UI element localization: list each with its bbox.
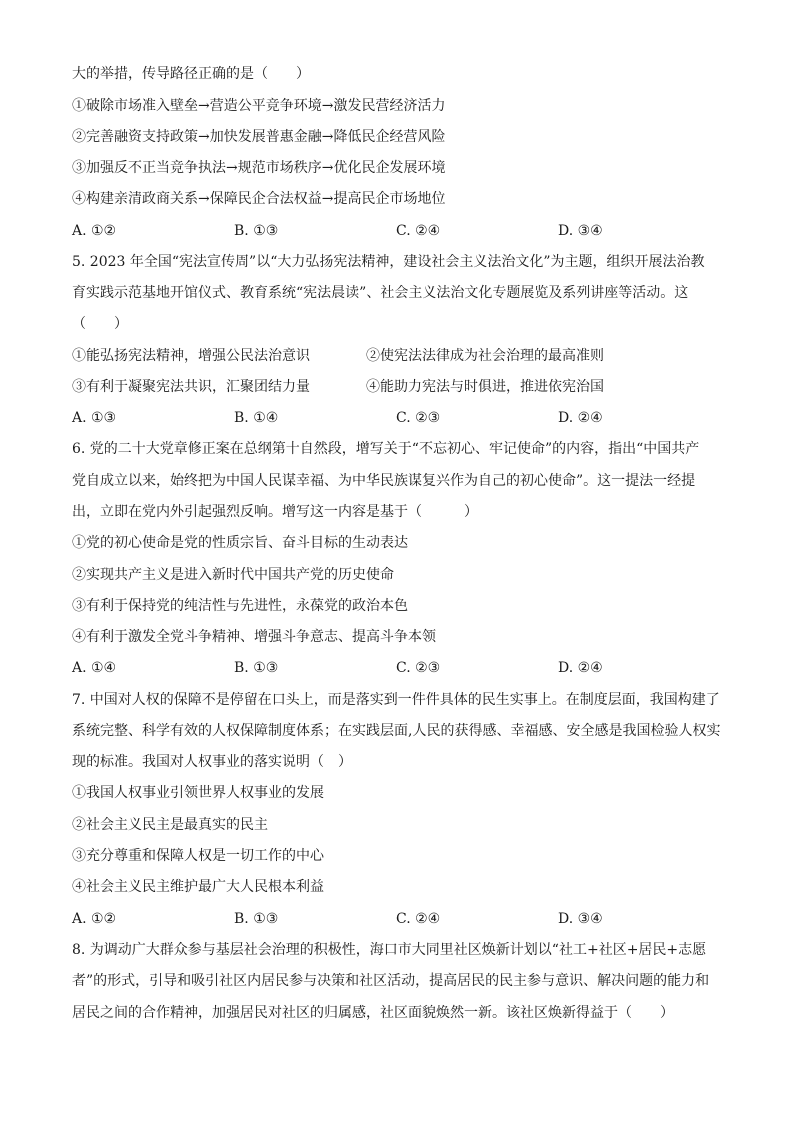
q5-statement-3: ③有利于凝聚宪法共识，汇聚团结力量 [72,379,310,395]
q4-statement-3: ③加强反不正当竞争执法→规范市场秩序→优化民企发展环境 [72,160,446,176]
q5-statement-2: ②使宪法法律成为社会治理的最高准则 [366,348,604,364]
q4-option-d[interactable]: D. ③④ [558,223,603,239]
q5-option-d[interactable]: D. ②④ [558,410,603,426]
q7-option-a[interactable]: A. ①② [72,911,117,927]
q6-option-d[interactable]: D. ②④ [558,660,603,676]
q5-stem-line-3: （ ） [72,316,128,332]
q6-option-c[interactable]: C. ②③ [396,660,441,676]
q5-stem-line-2: 育实践示范基地开馆仪式、教育系统“宪法晨读”、社会主义法治文化专题展览及系列讲座等活动。这 [72,285,689,301]
q6-options [72,658,732,678]
q7-statement-3: ③充分尊重和保障人权是一切工作的中心 [72,848,324,864]
q8-stem-line-3: 居民之间的合作精神，加强居民对社区的归属感，社区面貌焕然一新。该社区焕新得益于（ ） [72,1005,674,1021]
q7-statement-4: ④社会主义民主维护最广大人民根本利益 [72,879,324,895]
q4-option-a[interactable]: A. ①② [72,223,117,239]
q4-statement-1: ①破除市场准入壁垒→营造公平竞争环境→激发民营经济活力 [72,98,446,114]
q6-option-b[interactable]: B. ①③ [234,660,279,676]
q5-statement-1: ①能弘扬宪法精神，增强公民法治意识 [72,348,310,364]
q4-option-b[interactable]: B. ①③ [234,223,279,239]
q5-option-a[interactable]: A. ①③ [72,410,117,426]
q8-stem-line-2: 者”的形式，引导和吸引社区内居民参与决策和社区活动，提高居民的民主参与意识、解决问题的能力和 [72,973,710,989]
q6-stem-line-2: 党自成立以来，始终把为中国人民谋幸福、为中华民族谋复兴作为自己的初心使命”。这一提法一经提 [72,473,696,489]
q6-statement-1: ①党的初心使命是党的性质宗旨、奋斗目标的生动表达 [72,535,408,551]
q6-statement-4: ④有利于激发全党斗争精神、增强斗争意志、提高斗争本领 [72,629,436,645]
q7-option-d[interactable]: D. ③④ [558,911,603,927]
q5-statements-row-1 [72,346,732,366]
q7-stem-line-2: 系统完整、科学有效的人权保障制度体系；在实践层面,人民的获得感、幸福感、安全感是我国检验人权实 [72,723,721,739]
q6-stem-line-1: 6. 党的二十大党章修正案在总纲第十自然段，增写关于“不忘初心、牢记使命”的内容，指出“中国共产 [72,441,700,457]
q7-statement-1: ①我国人权事业引领世界人权事业的发展 [72,785,324,801]
q6-statement-2: ②实现共产主义是进入新时代中国共产党的历史使命 [72,567,394,583]
q6-statement-3: ③有利于保持党的纯洁性与先进性，永葆党的政治本色 [72,598,408,614]
q7-option-b[interactable]: B. ①③ [234,911,279,927]
q4-options [72,221,732,241]
q7-options [72,909,732,929]
q7-option-c[interactable]: C. ②④ [396,911,441,927]
q6-stem-line-3: 出，立即在党内外引起强烈反响。增写这一内容是基于（ ） [72,504,478,520]
q4-statement-4: ④构建亲清政商关系→保障民企合法权益→提高民企市场地位 [72,191,446,207]
q7-stem-line-1: 7. 中国对人权的保障不是停留在口头上，而是落实到一件件具体的民生实事上。在制度层面，我国构建了 [72,692,720,708]
q5-stem-line-1: 5. 2023 年全国“宪法宣传周”以“大力弘扬宪法精神，建设社会主义法治文化”为主题，组织开展法治教 [72,254,705,270]
q5-option-c[interactable]: C. ②③ [396,410,441,426]
q5-statements-row-2 [72,377,732,397]
q5-statement-4: ④能助力宪法与时俱进，推进依宪治国 [366,379,604,395]
q4-statement-2: ②完善融资支持政策→加快发展普惠金融→降低民企经营风险 [72,129,446,145]
q8-stem-line-1: 8. 为调动广大群众参与基层社会治理的积极性，海口市大同里社区焕新计划以“社工+社区+居民+志愿 [72,942,707,958]
q4-option-c[interactable]: C. ②④ [396,223,441,239]
q5-option-b[interactable]: B. ①④ [234,410,279,426]
q4-stem-tail: 大的举措，传导路径正确的是（ ） [72,66,310,82]
q5-options [72,408,732,428]
q7-stem-line-3: 现的标准。我国对人权事业的落实说明（ ） [72,754,352,770]
q6-option-a[interactable]: A. ①④ [72,660,117,676]
q7-statement-2: ②社会主义民主是最真实的民主 [72,817,268,833]
